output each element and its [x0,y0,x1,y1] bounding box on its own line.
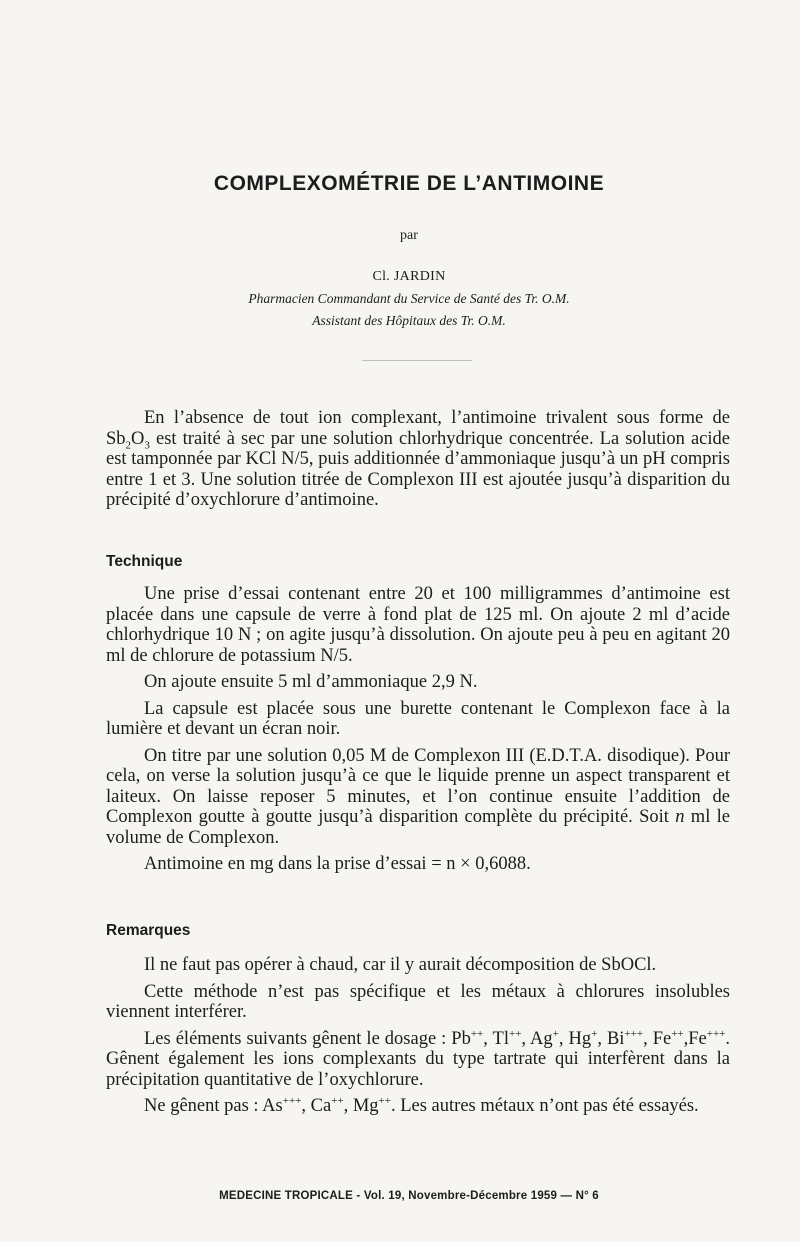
technique-paragraph-2: On ajoute ensuite 5 ml d’ammoniaque 2,9 N. [144,672,478,692]
remarques-paragraph-3: Les éléments suivants gênent le dosage : Pb++, Tl++, Ag+, Hg+, Bi+++, Fe++,Fe+++. Gênent également les ions complexants du type tartrate qui interfèrent dans la précipitation quantitative de l’oxychlorure. [106,1027,730,1090]
remarques-heading: Remarques [106,922,191,939]
remarques-paragraph-4: Ne gênent pas : As+++, Ca++, Mg++. Les autres métaux n’ont pas été essayés. [144,1094,699,1116]
technique-paragraph-3: La capsule est placée sous une burette contenant le Complexon face à la lumière et devant un écran noir. [106,698,730,739]
technique-paragraph-4: On titre par une solution 0,05 M de Complexon III (E.D.T.A. disodique). Pour cela, on verse la solution jusqu’à ce que le liquide prenne un aspect transparent et laiteux. On laisse reposer 5 minutes, et l’on continue ensuite l’addition de Complexon goutte à goutte jusqu’à disparition complète du précipité. Soit n ml le volume de Complexon. [106,745,730,848]
technique-heading: Technique [106,553,183,570]
technique-paragraph-1: Une prise d’essai contenant entre 20 et 100 milligrammes d’antimoine est placée dans une capsule de verre à fond plat de 125 ml. On ajoute 2 ml d’acide chlorhydrique 10 N ; on agite jusqu’à dissolution. On ajoute peu à peu en agitant 20 ml de chlorure de potassium N/5. [106,584,730,666]
intro-section [106,408,730,517]
article-title: COMPLEXOMÉTRIE DE L’ANTIMOINE [213,172,605,195]
intro-paragraph: En l’absence de tout ion complexant, l’antimoine trivalent sous forme de $Sb_2O_3$ est traité à sec par une solution chlorhydrique concentrée. La solution acide est tamponnée par KCl N/5, puis additionnée d’ammoniaque jusqu’à un pH compris entre 1 et 3. Une solution titrée de Complexon III est ajoutée jusqu’à disparition du précipité d’oxychlorure d’antimoine. [106,408,730,510]
title-divider [362,360,472,361]
author-name: Cl. JARDIN [372,269,446,284]
byline: par [400,228,418,243]
author-affiliation-2: Assistant des Hôpitaux des Tr. O.M. [312,313,506,328]
technique-section [106,584,730,881]
remarques-paragraph-2: Cette méthode n’est pas spécifique et les métaux à chlorures insolubles viennent interférer. [106,981,730,1022]
journal-footer: MEDECINE TROPICALE - Vol. 19, Novembre-Décembre 1959 — N° 6 [219,1190,599,1202]
technique-formula: Antimoine en mg dans la prise d’essai = n × 0,6088. [144,854,531,874]
remarques-paragraph-1: Il ne faut pas opérer à chaud, car il y aurait décomposition de SbOCl. [144,955,657,975]
remarques-section [106,955,730,1123]
author-affiliation-1: Pharmacien Commandant du Service de Santé des Tr. O.M. [248,291,570,306]
